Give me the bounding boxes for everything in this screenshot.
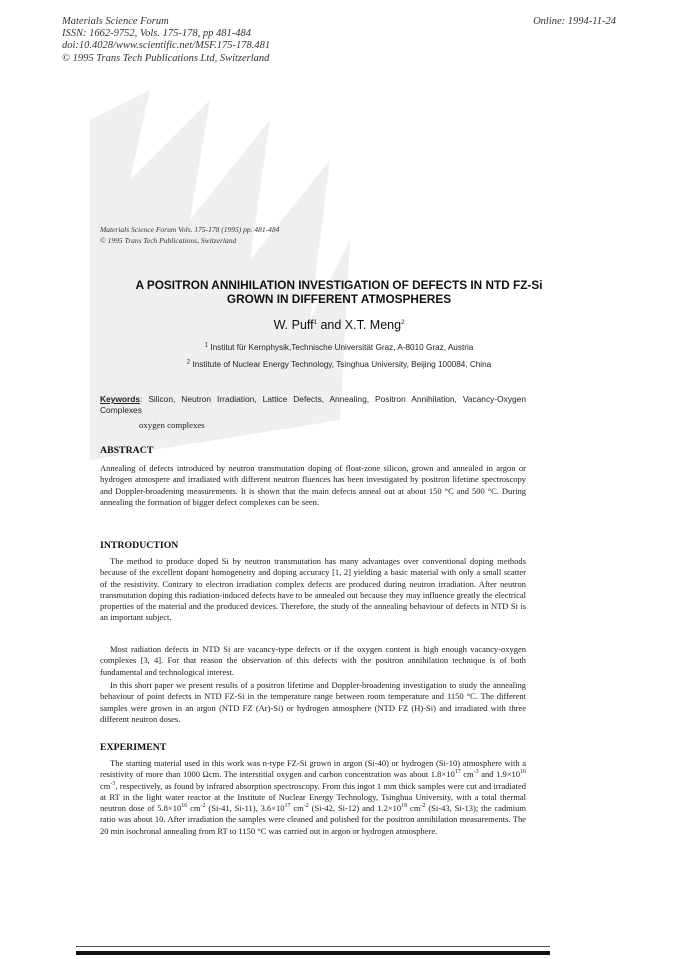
affiliation-2 xyxy=(60,360,618,369)
journal-reference xyxy=(100,224,279,246)
experiment-heading: EXPERIMENT xyxy=(100,742,167,753)
abstract-text: Annealing of defects introduced by neutron transmutation doping of float-zone silicon, grown and annealed in argon or hydrogen atmospere and irradiated with different neutron fluences has been investigated by positron lifetime spectroscopy and Doppler-broadening measurements. It is shown that the main defects anneal out at about 150 °C and 500 °C. During annealing the formation of bigger defect complexes can be seen. xyxy=(100,463,526,507)
introduction-paragraph-3: In this short paper we present results of a positron lifetime and Doppler-broadening investigation to study the annealing behaviour of point defects in NTD FZ-Si in the temperature range between room temperature and 1150 °C. The different samples were grown in an argon (NTD FZ (Ar)-Si) or hydrogen atmosphere (NTD FZ (H)-Si) and irradiated with three different neutron doses. xyxy=(100,680,526,724)
paper-title xyxy=(60,278,618,306)
author-separator: and xyxy=(316,318,345,332)
affiliation-text: Institut für Kernphysik,Technische Universität Graz, A-8010 Graz, Austria xyxy=(210,343,474,352)
abstract-heading: ABSTRACT xyxy=(100,445,154,456)
introduction-heading: INTRODUCTION xyxy=(100,540,179,551)
issn-line: ISSN: 1662-9752, Vols. 175-178, pp 481-484 xyxy=(62,28,251,40)
title-line-1: A POSITRON ANNIHILATION INVESTIGATION OF DEFECTS IN NTD FZ-Si xyxy=(135,278,543,292)
journal-name: Materials Science Forum xyxy=(62,16,169,27)
page-footer-rule xyxy=(76,951,550,955)
affiliation-mark: 1 xyxy=(204,342,209,349)
journal-reference-line: Materials Science Forum Vols. 175-178 (1995) pp. 481-484 xyxy=(100,225,280,234)
experiment-paragraph: The starting material used in this work was n-type FZ-Si grown in argon (Si-40) or hydrogen (Si-10) atmosphere with a resistivity of more than 1000 Ωcm. The interstitial oxygen and carbon concentration was about $1.8\times 10^{17}$ $cm^{-3}$ and $1.9\times 10^{16}$ $cm^{-3}$, respectively, as found by infrared absorption spectroscopy. From this ingot 1 mm thick samples were cut and irradiated at RT in the light water reactor at the Institute of Nuclear Energy Technology, Tsinghua University, with a total thermal neutron dose of $5.8\times 10^{16}$ $cm^{-2}$ (Si-41, Si-11), $3.6\times 10^{17}$ $cm^{-2}$ (Si-42, Si-12) and $1.2\times 10^{18}$ $cm^{-2}$ (Si-43, Si-13); the cadmium ratio was about 10. After irradiation the samples were cleaned and polished for the positron annihilation measurements. The 20 min isochronal annealing from RT to 1150 °C was carried out in argon or hydrogen atmosphere. xyxy=(100,758,527,836)
introduction-paragraph-1: The method to produce doped Si by neutron transmutation has many advantages over conventional doping methods because of the excellent dopant homogeneity and doping accuracy [1, 2] yielding a basic material with only a small scatter of the resistivity. Contrary to electron irradiation complex defects are produced during neutron irradiation. After neutron transmutation doping this radiation-induced defects have to be annealed out because they may influence greatly the electrical properties of the material and the produced devices. Therefore, the study of the annealing behaviour of defects in NTD Si is an important subject. xyxy=(100,556,526,623)
introduction-paragraph-2: Most radiation defects in NTD Si are vacancy-type defects or if the oxygen content is high enough vacancy-oxygen complexes [3, 4]. For that reason the observation of this defects with the positron annihilation technique is of both fundamental and technological interest. xyxy=(100,644,526,677)
affiliation-text: Institute of Nuclear Energy Technology, Tsinghua University, Beijing 100084, China xyxy=(192,360,492,369)
affiliation-1 xyxy=(60,343,618,352)
journal-copyright-line: © 1995 Trans Tech Publications, Switzerland xyxy=(100,236,237,245)
keywords-label: Keywords xyxy=(100,394,141,404)
author-list xyxy=(60,318,618,332)
keywords xyxy=(100,394,526,416)
title-line-2: GROWN IN DIFFERENT ATMOSPHERES xyxy=(226,292,452,307)
author-affiliation-mark: 1 xyxy=(313,319,317,326)
keywords-text: : Silicon, Neutron Irradiation, Lattice Defects, Annealing, Positron Annihilation, Vacancy-Oxygen Complexes xyxy=(100,394,526,415)
page-footer-line xyxy=(76,946,550,947)
watermark-logo xyxy=(70,60,370,480)
author-name: X.T. Meng xyxy=(344,318,402,332)
keywords-extra: oxygen complexes xyxy=(139,420,205,430)
online-date: Online: 1994-11-24 xyxy=(533,16,616,27)
author-affiliation-mark: 2 xyxy=(401,319,405,326)
copyright-line: © 1995 Trans Tech Publications Ltd, Switzerland xyxy=(62,52,270,64)
header-metadata xyxy=(62,16,270,65)
author-name: W. Puff xyxy=(273,318,314,332)
doi-link[interactable]: doi:10.4028/www.scientific.net/MSF.175-178.481 xyxy=(62,40,271,52)
affiliation-mark: 2 xyxy=(186,359,191,366)
